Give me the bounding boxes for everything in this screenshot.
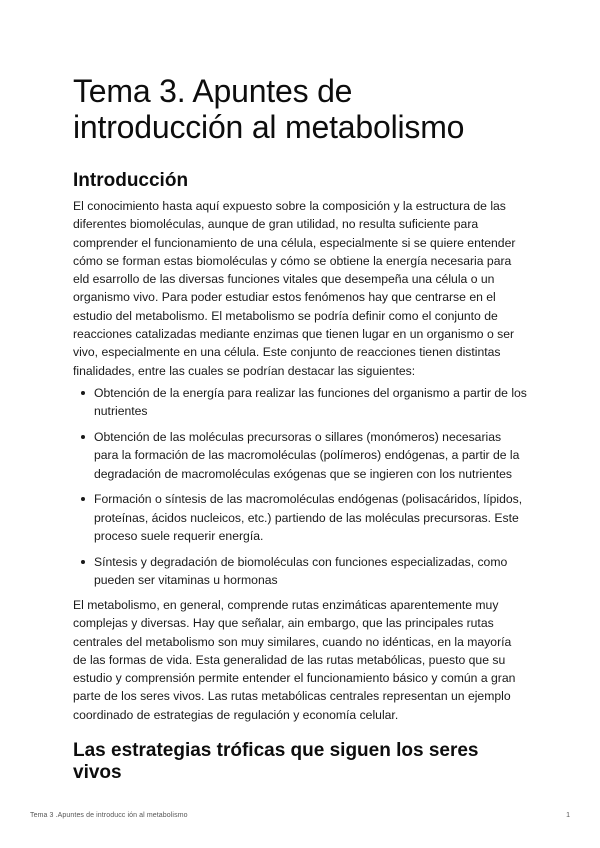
list-item [73,384,528,421]
list-item [73,428,528,483]
footer-document-title: Tema 3 .Apuntes de introducc ión al metabolismo [30,812,188,819]
bullet-icon [81,497,85,501]
footer-page-number: 1 [566,812,570,819]
list-item-text: Obtención de las moléculas precursoras o sillares (monómeros) necesarias para la formación de las macromoléculas (polímeros) endógenas, a partir de la degradación de macromoléculas exógenas que se ingieren con los nutrientes [94,430,520,481]
list-item-text: Síntesis y degradación de biomoléculas con funciones especializadas, como pueden ser vitaminas u hormonas [94,554,508,588]
list-item-text: Obtención de la energía para realizar las funciones del organismo a partir de los nutrientes [94,386,527,419]
bullet-icon [81,560,85,564]
metabolism-paragraph: El metabolismo, en general, comprende rutas enzimáticas aparentemente muy complejas y diversas. Hay que señalar, ain embargo, que las principales rutas centrales del metabolismo son muy similares, cuando no idénticas, en la mayoría de las formas de vida. Esta generalidad de las rutas metabólicas, puesto que su estudio y comprensión permite entender el funcionamiento básico y común a gran parte de los seres vivos. Las rutas metabólicas centrales representan un ejemplo coordinado de estrategias de regulación y economía celular. [73,598,516,722]
list-item-text: Formación o síntesis de las macromoléculas endógenas (polisacáridos, lípidos, proteínas, ácidos nucleicos, etc.) partiendo de las moléculas precursoras. Este proceso suele requerir energía. [94,492,523,544]
purposes-list [73,384,528,597]
section-heading-estrategias-troficas: Las estrategias tróficas que siguen los seres vivos [73,740,479,783]
page-title: Tema 3. Apuntes de introducción al metabolismo [73,73,465,145]
bullet-icon [81,435,85,439]
section-heading-introduccion: Introducción [73,170,189,191]
list-item [73,553,528,590]
list-item [73,490,528,545]
bullet-icon [81,391,85,395]
intro-paragraph: El conocimiento hasta aquí expuesto sobre la composición y la estructura de las diferentes biomoléculas, aunque de gran utilidad, no resulta suficiente para comprender el funcionamiento de una célula, especialmente si se quiere entender cómo se forman estas biomoléculas y cómo se obtiene la energía necesaria para eld esarrollo de las diversas funciones vitales que desempeña una célula o un organismo vivo. Para poder estudiar estos fenómenos hay que centrarse en el estudio del metabolismo. El metabolismo se podría definir como el conjunto de reacciones catalizadas mediante enzimas que tienen lugar en un organismo o ser vivo, especialmente en una célula. Este conjunto de reacciones tienen distintas finalidades, entre las cuales se podrían destacar las siguientes: [73,199,516,378]
